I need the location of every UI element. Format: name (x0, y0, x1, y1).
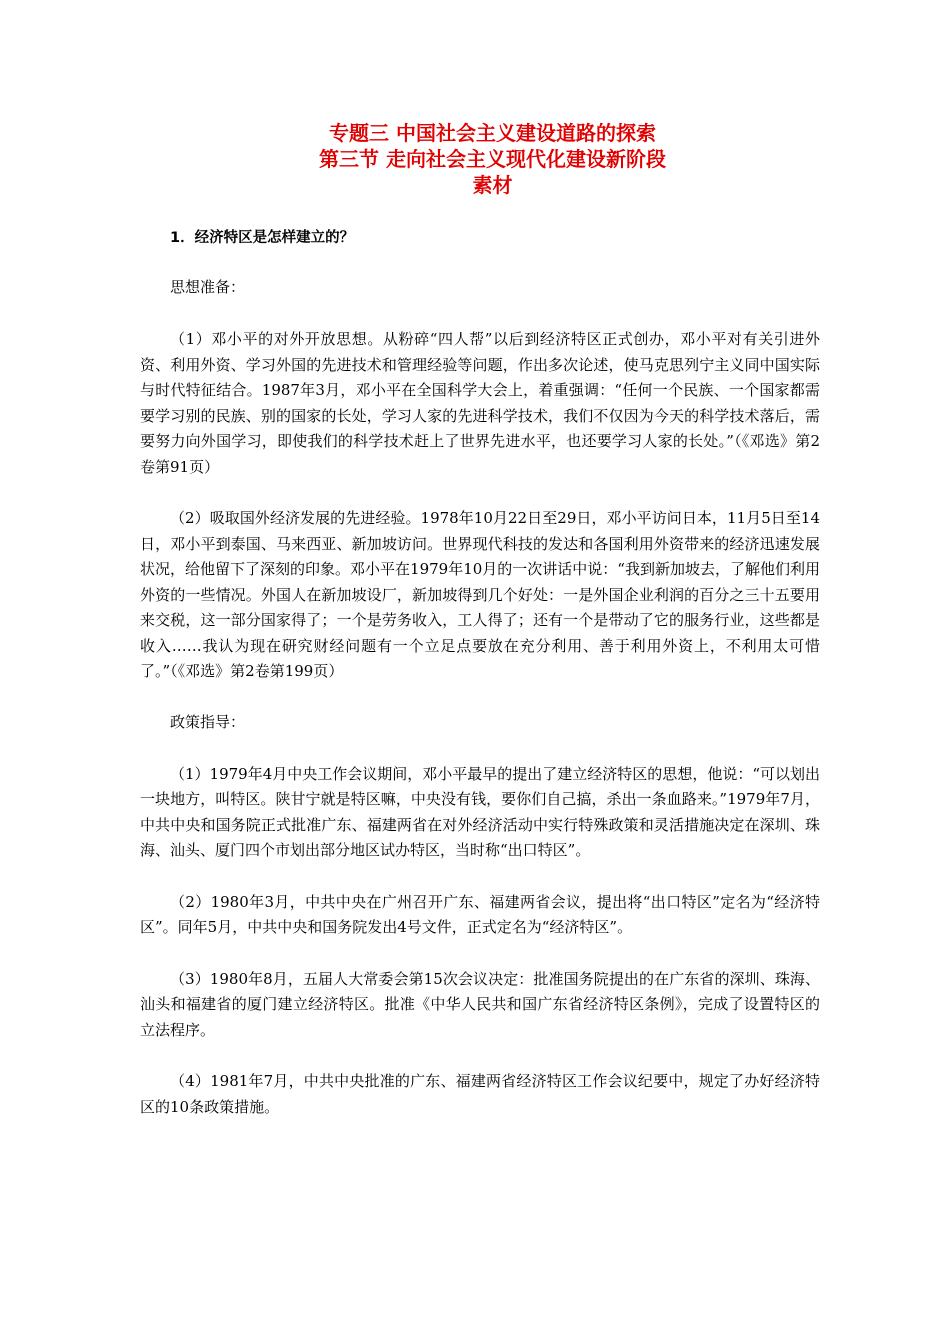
document-body (140, 226, 820, 1120)
paragraph: （4）1981年7月，中共中央批准的广东、福建两省经济特区工作会议纪要中，规定了办好经济特区的10条政策措施。 (140, 1072, 820, 1116)
paragraph: （1）邓小平的对外开放思想。从粉碎“四人帮”以后到经济特区正式创办，邓小平对有关引进外资、利用外资、学习外国的先进技术和管理经验等问题，作出多次论述，使马克思列宁主义同中国实际与时代特征结合。1987年3月，邓小平在全国科学大会上，着重强调：“任何一个民族、一个国家都需要学习别的民族、别的国家的长处，学习人家的先进科学技术，我们不仅因为今天的科学技术落后，需要努力向外国学习，即使我们的科学技术赶上了世界先进水平，也还要学习人家的长处。”（《邓选》第2卷第91页） (140, 330, 820, 476)
paragraph: （1）1979年4月中央工作会议期间，邓小平最早的提出了建立经济特区的思想，他说：“可以划出一块地方，叫特区。陕甘宁就是特区嘛，中央没有钱，要你们自己搞，杀出一条血路来。”1979年7月，中共中央和国务院正式批准广东、福建两省在对外经济活动中实行特殊政策和灵活措施决定在深圳、珠海、汕头、厦门四个市划出部分地区试办特区，当时称“出口特区”。 (140, 764, 820, 859)
title-line-material: 素材 (472, 173, 513, 197)
question-heading: 1．经济特区是怎样建立的？ (170, 230, 355, 246)
paragraph: （2）1980年3月，中共中央在广州召开广东、福建两省会议，提出将“出口特区”定名为“经济特区”。同年5月，中共中央和国务院发出4号文件，正式定名为“经济特区”。 (140, 892, 820, 936)
section-label-policy: 政策指导： (170, 712, 246, 731)
paragraph: （2）吸取国外经济发展的先进经验。1978年10月22日至29日，邓小平访问日本，11月5日至14日，邓小平到泰国、马来西亚、新加坡访问。世界现代科技的发达和各国利用外资带来的经济迅速发展状况，给他留下了深刻的印象。邓小平在1979年10月的一次讲话中说：“我到新加坡去，了解他们利用外资的一些情况。外国人在新加坡设厂，新加坡得到几个好处：一是外国企业利润的百分之三十五要用来交税，这一部分国家得了；一个是劳务收入，工人得了；还有一个是带动了它的服务行业，这些都是收入……我认为现在研究财经问题有一个立足点要放在充分利用、善于利用外资上，不利用太可惜了。”（《邓选》第2卷第199页） (140, 509, 820, 680)
section-label-ideology: 思想准备： (170, 278, 246, 296)
title-line-topic: 专题三 中国社会主义建设道路的探索 (329, 121, 656, 145)
title-line-section: 第三节 走向社会主义现代化建设新阶段 (319, 147, 666, 171)
paragraph: （3）1980年8月，五届人大常委会第15次会议决定：批准国务院提出的在广东省的深圳、珠海、汕头和福建省的厦门建立经济特区。批准《中华人民共和国广东省经济特区条例》，完成了设置特区的立法程序。 (140, 969, 820, 1039)
document-title (0, 120, 950, 198)
